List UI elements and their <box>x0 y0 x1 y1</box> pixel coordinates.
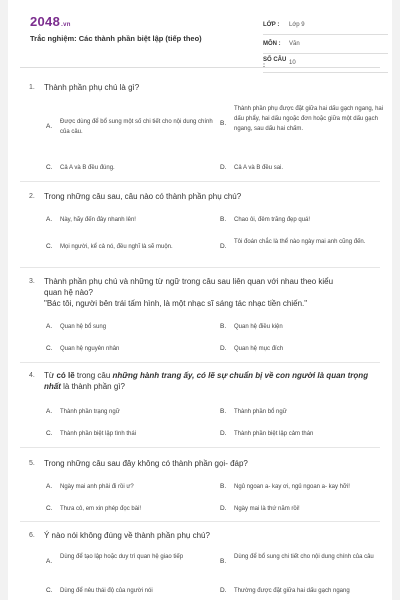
question-2: 2. Trong những câu sau, câu nào có thành phần phụ chú? A. Này, hãy đến đây nhanh lên! B. Chao ôi, đêm trăng đẹp quá! C. Mọi người, kể cả nó, đều nghĩ là sẽ muộn. D. Tôi đoán chắc là thể nào ngày mai anh cũng đến. <box>20 191 380 202</box>
option-a[interactable]: A. Dùng để tạo lập hoặc duy trì quan hệ giao tiếp <box>46 554 184 565</box>
question-text-line-1: Thành phần phụ chú và những từ ngữ trong câu sau liên quan với nhau theo kiểu <box>44 277 334 286</box>
meta-count: SỐ CÂU : 10 <box>263 54 388 73</box>
question-divider <box>20 267 380 268</box>
keyword-co-le: có lẽ <box>56 371 75 380</box>
question-text: Ý nào nói không đúng về thành phần phụ chú? <box>44 531 210 540</box>
page-title: Trắc nghiệm: Các thành phần biệt lập (tiếp theo) <box>30 34 202 43</box>
option-c[interactable]: C. Thưa cô, em xin phép đọc bài! <box>46 505 142 512</box>
site-logo[interactable]: 2048.vn <box>30 14 71 29</box>
question-divider <box>20 521 380 522</box>
question-divider <box>20 447 380 448</box>
meta-subject: MÔN : Văn <box>263 35 388 54</box>
question-text: Trong những câu sau, câu nào có thành phần phụ chú? <box>44 192 242 201</box>
meta-class: LỚP : Lớp 9 <box>263 16 388 35</box>
option-a[interactable]: A. Thành phần trạng ngữ <box>46 408 120 415</box>
question-1 <box>20 82 384 171</box>
question-divider <box>20 362 380 363</box>
option-c[interactable]: C. Dùng để nêu thái độ của người nói <box>46 587 153 594</box>
worksheet-header <box>8 0 392 69</box>
option-a[interactable]: A. Ngày mai anh phải đi rồi ư? <box>46 483 134 490</box>
question-3: 3. Thành phần phụ chú và những từ ngữ trong câu sau liên quan với nhau theo kiểu quan hệ nào? "Bác tôi, người bên trái tấm hình, là một nhạc sĩ sáng tác nhạc tiền chiến." A. Quan hệ bổ sung B. Quan hệ điều kiện C. Quan hệ nguyên nhân D. Quan hệ mục đích <box>20 276 380 309</box>
option-b[interactable]: B. Ngủ ngoan a- kay ơi, ngủ ngoan a- kay hỡi! <box>220 483 350 490</box>
header-divider <box>20 67 380 68</box>
option-c[interactable]: C. Thành phần biệt lập tình thái <box>46 430 137 437</box>
option-a[interactable]: A. Quan hệ bổ sung <box>46 323 107 330</box>
question-4: 4. Từ có lẽ trong câu những hành trang ấy, có lẽ sự chuẩn bị về con người là quan trọng nhất là thành phần gì? A. Thành phần trạng ngữ B. Thành phần bổ ngữ C. Thành phần biệt lập tình thái D. Thành phần biệt lập cảm thán <box>20 370 380 392</box>
question-5: 5. Trong những câu sau đây không có thành phần gọi- đáp? A. Ngày mai anh phải đi rồi ư? B. Ngủ ngoan a- kay ơi, ngủ ngoan a- kay hỡi! C. Thưa cô, em xin phép đọc bài! D. Ngày mai là thứ năm rồi! <box>20 458 380 469</box>
worksheet-page <box>8 0 392 600</box>
option-b[interactable]: B. Thành phần bổ ngữ <box>220 408 287 415</box>
question-text: Thành phần phụ chú là gì? <box>44 83 140 92</box>
option-c[interactable]: C. Cả A và B đều đúng. <box>46 164 115 171</box>
option-b[interactable]: B. Dùng để bổ sung chi tiết cho nội dung chính của câu <box>220 554 374 565</box>
question-text: Trong những câu sau đây không có thành phần gọi- đáp? <box>44 459 248 468</box>
option-d[interactable]: D. Thường được đặt giữa hai dấu gạch ngang <box>220 587 350 594</box>
option-b[interactable]: B. Thành phần phụ được đặt giữa hai dấu gạch ngang, hai dấu phẩy, hai dấu ngoặc đơn hoặc giữa một dấu gạch ngang, sau dấu hai chấm. <box>220 106 384 132</box>
option-d[interactable]: D. Tôi đoán chắc là thể nào ngày mai anh cũng đến. <box>220 239 366 250</box>
option-d[interactable]: D. Ngày mai là thứ năm rồi! <box>220 505 300 512</box>
option-b[interactable]: B. Chao ôi, đêm trăng đẹp quá! <box>220 216 311 223</box>
option-d[interactable]: D. Cả A và B đều sai. <box>220 164 284 171</box>
question-divider <box>20 181 380 182</box>
option-b[interactable]: B. Quan hệ điều kiện <box>220 323 283 330</box>
quoted-sentence: những hành trang ấy, có lẽ sự chuẩn bị về con người là quan trọng nhất <box>44 371 369 391</box>
question-6: 6. Ý nào nói không đúng về thành phần phụ chú? A. Dùng để tạo lập hoặc duy trì quan hệ giao tiếp B. Dùng để bổ sung chi tiết cho nội dung chính của câu C. Dùng để nêu thái độ của người nói D. Thường được đặt giữa hai dấu gạch ngang <box>20 530 380 541</box>
option-d[interactable]: D. Thành phần biệt lập cảm thán <box>220 430 314 437</box>
option-d[interactable]: D. Quan hệ mục đích <box>220 345 284 352</box>
option-a[interactable]: A. Được dùng để bổ sung một số chi tiết cho nội dung chính của câu. <box>46 119 213 135</box>
option-c[interactable]: C. Mọi người, kể cả nó, đều nghĩ là sẽ muộn. <box>46 243 173 250</box>
option-a[interactable]: A. Này, hãy đến đây nhanh lên! <box>46 216 136 223</box>
question-text-line-2: quan hệ nào? <box>44 288 93 297</box>
meta-info <box>263 16 388 73</box>
question-quote: "Bác tôi, người bên trái tấm hình, là một nhạc sĩ sáng tác nhạc tiền chiến." <box>44 299 308 308</box>
option-c[interactable]: C. Quan hệ nguyên nhân <box>46 345 120 352</box>
question-number: 1. <box>29 84 35 91</box>
